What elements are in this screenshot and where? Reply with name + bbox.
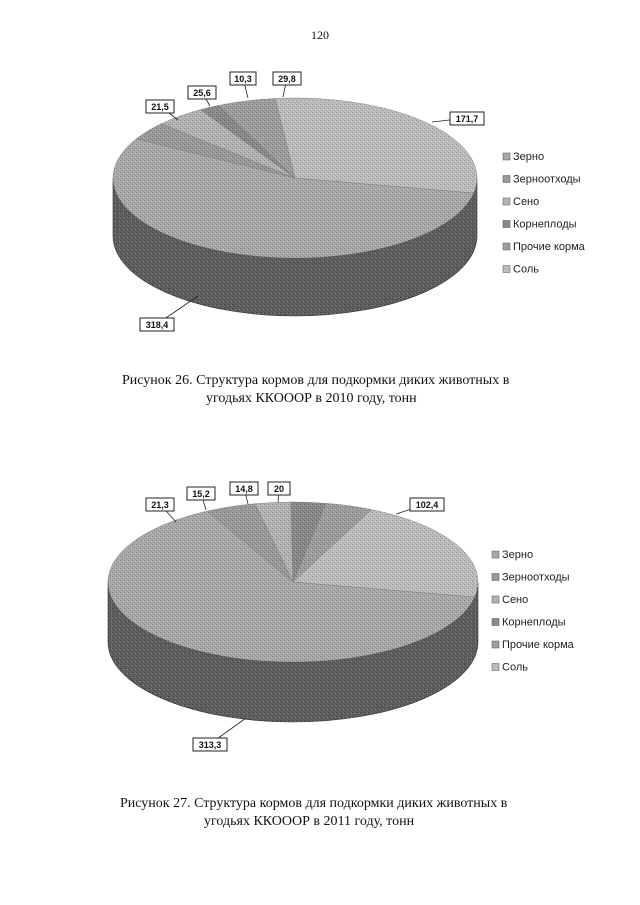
data-label-5 bbox=[273, 72, 301, 97]
data-label-4 bbox=[230, 72, 256, 98]
legend-item-label: Корнеплоды bbox=[513, 218, 577, 231]
data-label-text: 21,3 bbox=[151, 500, 169, 510]
data-label-text: 25,6 bbox=[193, 88, 211, 98]
data-label-4 bbox=[230, 482, 258, 504]
legend-swatch bbox=[492, 664, 499, 671]
data-label-text: 318,4 bbox=[145, 320, 169, 330]
legend-item-label: Прочие корма bbox=[513, 241, 585, 253]
data-label-6 bbox=[396, 498, 444, 514]
page-number: 120 bbox=[311, 28, 329, 42]
legend-item-label: Зерноотходы bbox=[502, 571, 570, 584]
data-label-2 bbox=[146, 100, 178, 120]
legend-item-label: Сено bbox=[502, 594, 529, 606]
data-label-text: 313,3 bbox=[198, 740, 222, 750]
data-label-1 bbox=[193, 718, 246, 751]
legend-swatch bbox=[503, 153, 510, 160]
data-label-2 bbox=[146, 498, 176, 522]
legend-item-label: Соль bbox=[502, 661, 528, 674]
legend-item-label: Зерноотходы bbox=[513, 173, 581, 186]
data-label-5 bbox=[268, 482, 290, 502]
data-label-text: 14,8 bbox=[235, 484, 253, 494]
data-label-text: 171,7 bbox=[455, 114, 479, 124]
legend-swatch bbox=[492, 619, 499, 626]
legend-swatch bbox=[492, 641, 499, 648]
legend-item-label: Зерно bbox=[513, 151, 545, 163]
legend-swatch bbox=[503, 221, 510, 228]
data-label-text: 21,5 bbox=[151, 102, 169, 112]
legend-swatch bbox=[503, 243, 510, 250]
legend-item-label: Сено bbox=[513, 196, 540, 208]
caption-line1: Структура кормов для подкормки диких животных в bbox=[194, 796, 508, 811]
data-label-3 bbox=[188, 86, 216, 106]
pie-chart-2011 bbox=[0, 468, 640, 768]
caption-line2: угодьях ККОООР в 2011 году, тонн bbox=[204, 814, 415, 829]
data-label-text: 10,3 bbox=[234, 74, 252, 84]
data-label-3 bbox=[187, 487, 215, 510]
data-label-text: 102,4 bbox=[415, 500, 439, 510]
caption-prefix: Рисунок 26. bbox=[122, 373, 193, 388]
data-label-6 bbox=[432, 112, 484, 125]
legend-swatch bbox=[492, 596, 499, 603]
legend-swatch bbox=[503, 176, 510, 183]
legend-item-label: Соль bbox=[513, 263, 539, 276]
legend-item-label: Корнеплоды bbox=[502, 616, 566, 629]
legend-item-label: Прочие корма bbox=[502, 639, 574, 651]
data-label-text: 15,2 bbox=[192, 489, 210, 499]
legend-swatch bbox=[503, 266, 510, 273]
pie-slice-texture-6 bbox=[275, 98, 477, 193]
caption-line1: Структура кормов для подкормки диких животных в bbox=[196, 373, 510, 388]
data-label-text: 29,8 bbox=[278, 74, 296, 84]
figure-caption-27 bbox=[120, 795, 507, 831]
pie-chart-2010 bbox=[0, 60, 640, 360]
caption-prefix: Рисунок 27. bbox=[120, 796, 191, 811]
caption-line2: угодьях ККОООР в 2010 году, тонн bbox=[206, 391, 417, 406]
legend-swatch bbox=[492, 551, 499, 558]
legend-swatch bbox=[492, 574, 499, 581]
legend-item-label: Зерно bbox=[502, 549, 534, 561]
data-label-text: 20 bbox=[273, 484, 285, 494]
legend-swatch bbox=[503, 198, 510, 205]
figure-caption-26 bbox=[122, 372, 509, 408]
